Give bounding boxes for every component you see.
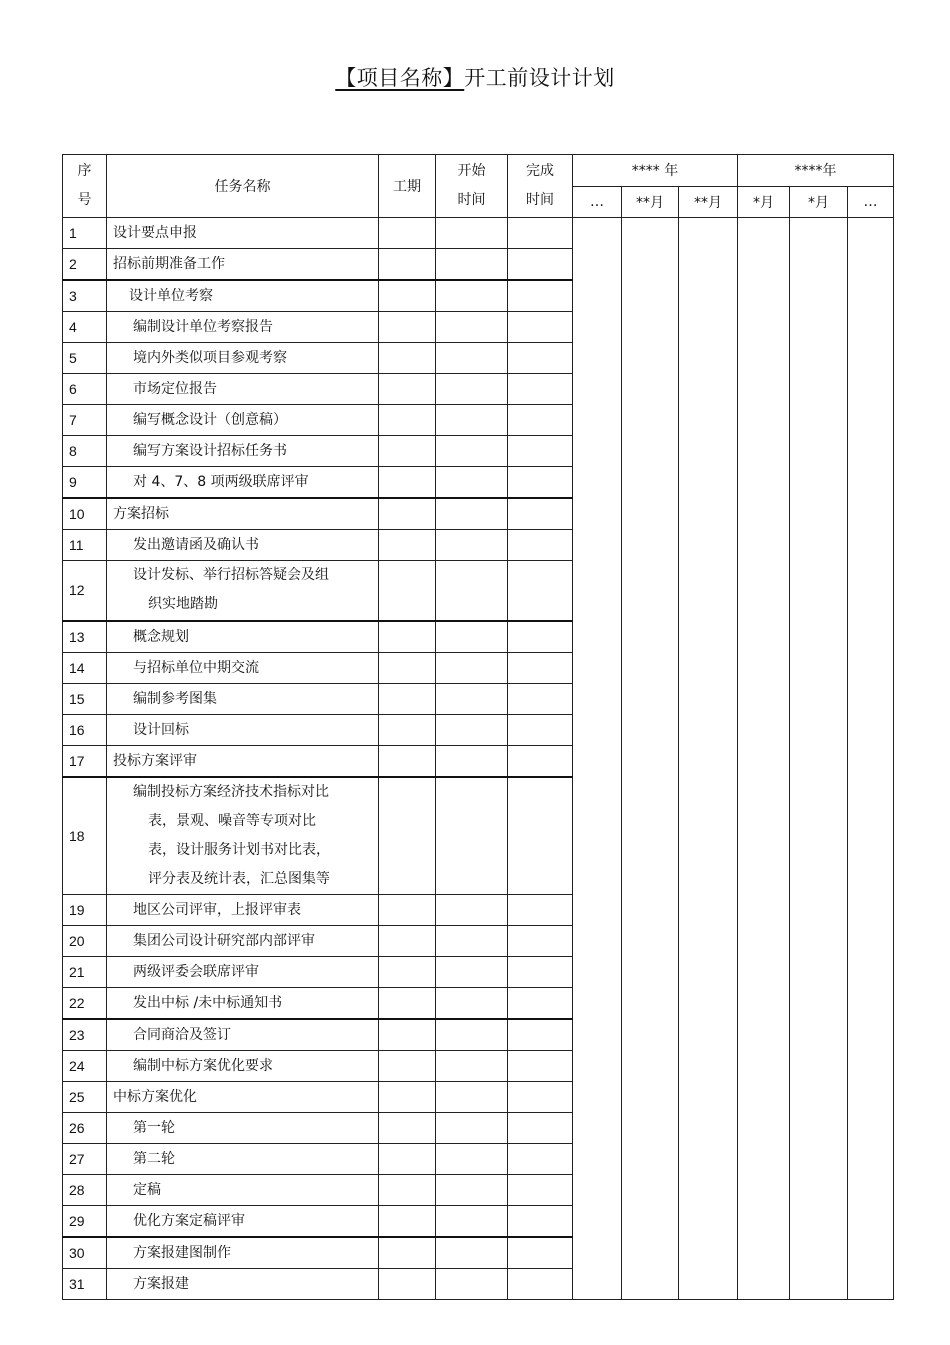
finish-cell [508, 530, 573, 561]
finish-cell [508, 1205, 573, 1237]
finish-cell [508, 1081, 573, 1112]
task-name: 第一轮 [107, 1112, 379, 1143]
task-name [107, 561, 379, 621]
row-number: 31 [63, 1268, 107, 1299]
row-number: 10 [63, 498, 107, 530]
task-name: 中标方案优化 [107, 1081, 379, 1112]
task-name: 方案报建图制作 [107, 1237, 379, 1269]
finish-cell [508, 561, 573, 621]
gantt-column [679, 218, 738, 1300]
gantt-column [622, 218, 679, 1300]
finish-cell [508, 894, 573, 925]
start-cell [436, 925, 508, 956]
finish-cell [508, 498, 573, 530]
row-number: 3 [63, 280, 107, 312]
start-cell [436, 1019, 508, 1051]
task-name: 集团公司设计研究部内部评审 [107, 925, 379, 956]
gantt-column [790, 218, 848, 1300]
finish-cell [508, 467, 573, 499]
row-number: 27 [63, 1143, 107, 1174]
finish-cell [508, 652, 573, 683]
duration-cell [379, 530, 436, 561]
duration-cell [379, 374, 436, 405]
task-name-line: 织实地踏勘 [148, 596, 218, 613]
month-header: **月 [679, 187, 738, 218]
task-name: 方案报建 [107, 1268, 379, 1299]
start-cell [436, 956, 508, 987]
row-number: 1 [63, 218, 107, 249]
gantt-column [848, 218, 894, 1300]
duration-cell [379, 343, 436, 374]
finish-cell [508, 925, 573, 956]
start-cell [436, 683, 508, 714]
row-number: 29 [63, 1205, 107, 1237]
finish-cell [508, 436, 573, 467]
row-number: 11 [63, 530, 107, 561]
gantt-column [738, 218, 790, 1300]
month-header: **月 [622, 187, 679, 218]
finish-cell [508, 1268, 573, 1299]
row-number: 21 [63, 956, 107, 987]
row-number: 23 [63, 1019, 107, 1051]
task-name: 设计单位考察 [107, 280, 379, 312]
task-name: 对 4、7、8 项两级联席评审 [107, 467, 379, 499]
finish-cell [508, 1143, 573, 1174]
finish-cell [508, 374, 573, 405]
duration-cell [379, 1019, 436, 1051]
page-title [0, 62, 950, 92]
duration-cell [379, 561, 436, 621]
duration-cell [379, 621, 436, 653]
duration-cell [379, 925, 436, 956]
finish-cell [508, 218, 573, 249]
duration-cell [379, 436, 436, 467]
duration-cell [379, 1050, 436, 1081]
duration-cell [379, 1205, 436, 1237]
finish-cell [508, 714, 573, 745]
finish-cell [508, 1174, 573, 1205]
row-number: 2 [63, 249, 107, 281]
finish-cell [508, 1237, 573, 1269]
task-name: 境内外类似项目参观考察 [107, 343, 379, 374]
task-name: 编制设计单位考察报告 [107, 312, 379, 343]
project-name: 【项目名称】 [335, 66, 465, 90]
design-plan-table [62, 154, 894, 1300]
finish-cell [508, 1019, 573, 1051]
start-cell [436, 987, 508, 1019]
gantt-column [573, 218, 622, 1300]
start-cell [436, 467, 508, 499]
duration-cell [379, 280, 436, 312]
start-cell [436, 249, 508, 281]
task-name: 编写概念设计（创意稿） [107, 405, 379, 436]
month-header: … [573, 187, 622, 218]
row-number: 25 [63, 1081, 107, 1112]
duration-cell [379, 498, 436, 530]
task-name: 发出中标 /未中标通知书 [107, 987, 379, 1019]
duration-cell [379, 1081, 436, 1112]
start-cell [436, 1112, 508, 1143]
row-number: 6 [63, 374, 107, 405]
start-cell [436, 280, 508, 312]
task-name: 优化方案定稿评审 [107, 1205, 379, 1237]
row-number: 22 [63, 987, 107, 1019]
start-cell [436, 405, 508, 436]
start-cell [436, 894, 508, 925]
duration-cell [379, 987, 436, 1019]
finish-cell [508, 1112, 573, 1143]
year2-header: ****年 [738, 155, 894, 187]
task-name: 招标前期准备工作 [107, 249, 379, 281]
task-name: 市场定位报告 [107, 374, 379, 405]
duration-cell [379, 312, 436, 343]
start-cell [436, 498, 508, 530]
start-cell [436, 530, 508, 561]
row-number: 14 [63, 652, 107, 683]
row-number: 13 [63, 621, 107, 653]
seq-header: 序 号 [63, 155, 107, 218]
task-name: 合同商洽及签订 [107, 1019, 379, 1051]
task-name: 与招标单位中期交流 [107, 652, 379, 683]
month-header: *月 [790, 187, 848, 218]
row-number: 15 [63, 683, 107, 714]
start-cell [436, 652, 508, 683]
duration-cell [379, 1143, 436, 1174]
task-name: 方案招标 [107, 498, 379, 530]
row-number: 9 [63, 467, 107, 499]
start-cell [436, 621, 508, 653]
title-text: 开工前设计计划 [464, 66, 615, 90]
row-number: 7 [63, 405, 107, 436]
finish-header: 完成 时间 [508, 155, 573, 218]
duration-cell [379, 894, 436, 925]
duration-cell [379, 1174, 436, 1205]
task-name: 发出邀请函及确认书 [107, 530, 379, 561]
row-number: 20 [63, 925, 107, 956]
row-number: 24 [63, 1050, 107, 1081]
task-name: 编制中标方案优化要求 [107, 1050, 379, 1081]
task-header: 任务名称 [107, 155, 379, 218]
duration-cell [379, 652, 436, 683]
start-cell [436, 1205, 508, 1237]
row-number: 12 [63, 561, 107, 621]
finish-cell [508, 621, 573, 653]
start-cell [436, 1268, 508, 1299]
duration-cell [379, 1268, 436, 1299]
duration-cell [379, 249, 436, 281]
task-name [107, 777, 379, 895]
start-cell [436, 374, 508, 405]
start-header: 开始 时间 [436, 155, 508, 218]
task-name-line: 评分表及统计表，汇总图集等 [148, 870, 330, 887]
duration-header: 工期 [379, 155, 436, 218]
start-cell [436, 745, 508, 777]
start-cell [436, 561, 508, 621]
duration-cell [379, 714, 436, 745]
finish-cell [508, 405, 573, 436]
duration-cell [379, 467, 436, 499]
task-name-line: 设计发标、举行招标答疑会及组 [133, 567, 329, 584]
row-number: 8 [63, 436, 107, 467]
row-number: 18 [63, 777, 107, 895]
duration-cell [379, 956, 436, 987]
row-number: 4 [63, 312, 107, 343]
row-number: 16 [63, 714, 107, 745]
task-name-line: 编制投标方案经济技术指标对比 [133, 783, 329, 800]
finish-cell [508, 280, 573, 312]
task-name: 两级评委会联席评审 [107, 956, 379, 987]
start-cell [436, 343, 508, 374]
task-name: 定稿 [107, 1174, 379, 1205]
finish-cell [508, 987, 573, 1019]
finish-cell [508, 956, 573, 987]
duration-cell [379, 1112, 436, 1143]
row-number: 30 [63, 1237, 107, 1269]
finish-cell [508, 312, 573, 343]
start-cell [436, 218, 508, 249]
start-cell [436, 1237, 508, 1269]
finish-cell [508, 745, 573, 777]
duration-cell [379, 218, 436, 249]
year1-header: **** 年 [573, 155, 738, 187]
row-number: 17 [63, 745, 107, 777]
finish-cell [508, 777, 573, 895]
start-cell [436, 714, 508, 745]
start-cell [436, 312, 508, 343]
duration-cell [379, 777, 436, 895]
task-name: 第二轮 [107, 1143, 379, 1174]
start-cell [436, 436, 508, 467]
row-number: 26 [63, 1112, 107, 1143]
task-name: 编写方案设计招标任务书 [107, 436, 379, 467]
row-number: 19 [63, 894, 107, 925]
start-cell [436, 777, 508, 895]
finish-cell [508, 343, 573, 374]
task-name: 设计回标 [107, 714, 379, 745]
task-name-line: 表，景观、噪音等专项对比 [148, 812, 316, 829]
finish-cell [508, 1050, 573, 1081]
finish-cell [508, 249, 573, 281]
month-header: … [848, 187, 894, 218]
task-name: 概念规划 [107, 621, 379, 653]
row-number: 28 [63, 1174, 107, 1205]
finish-cell [508, 683, 573, 714]
task-name-line: 表，设计服务计划书对比表， [148, 841, 330, 858]
task-name: 地区公司评审，上报评审表 [107, 894, 379, 925]
start-cell [436, 1174, 508, 1205]
task-name: 投标方案评审 [107, 745, 379, 777]
month-header: *月 [738, 187, 790, 218]
duration-cell [379, 405, 436, 436]
task-name: 编制参考图集 [107, 683, 379, 714]
table-row [63, 218, 894, 249]
duration-cell [379, 745, 436, 777]
start-cell [436, 1143, 508, 1174]
start-cell [436, 1050, 508, 1081]
start-cell [436, 1081, 508, 1112]
task-name: 设计要点申报 [107, 218, 379, 249]
duration-cell [379, 1237, 436, 1269]
duration-cell [379, 683, 436, 714]
row-number: 5 [63, 343, 107, 374]
